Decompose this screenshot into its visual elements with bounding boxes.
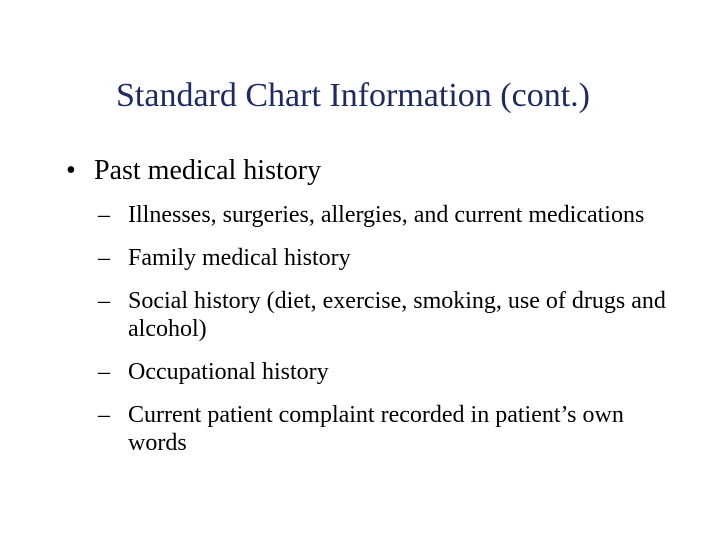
dash-marker: – bbox=[98, 359, 110, 385]
sub-bullet-text: Current patient complaint recorded in patient’s own words bbox=[128, 402, 624, 456]
sub-bullet-item bbox=[98, 287, 688, 343]
main-bullet bbox=[66, 154, 321, 188]
sub-bullet-text: Social history (diet, exercise, smoking, use of drugs and alcohol) bbox=[128, 288, 666, 342]
sub-bullet-text: Family medical history bbox=[128, 245, 351, 271]
sub-bullet-item bbox=[98, 358, 688, 386]
sub-bullet-text: Illnesses, surgeries, allergies, and current medications bbox=[128, 202, 645, 228]
dash-marker: – bbox=[98, 402, 110, 428]
sub-bullet-item bbox=[98, 401, 688, 457]
sub-bullet-item bbox=[98, 244, 688, 272]
slide-title: Standard Chart Information (cont.) bbox=[116, 77, 590, 114]
main-bullet-text: Past medical history bbox=[94, 155, 322, 186]
dash-marker: – bbox=[98, 288, 110, 314]
bullet-marker: • bbox=[66, 155, 76, 186]
sub-bullet-list bbox=[98, 201, 688, 472]
dash-marker: – bbox=[98, 202, 110, 228]
dash-marker: – bbox=[98, 245, 110, 271]
sub-bullet-item bbox=[98, 201, 688, 229]
sub-bullet-text: Occupational history bbox=[128, 359, 329, 385]
